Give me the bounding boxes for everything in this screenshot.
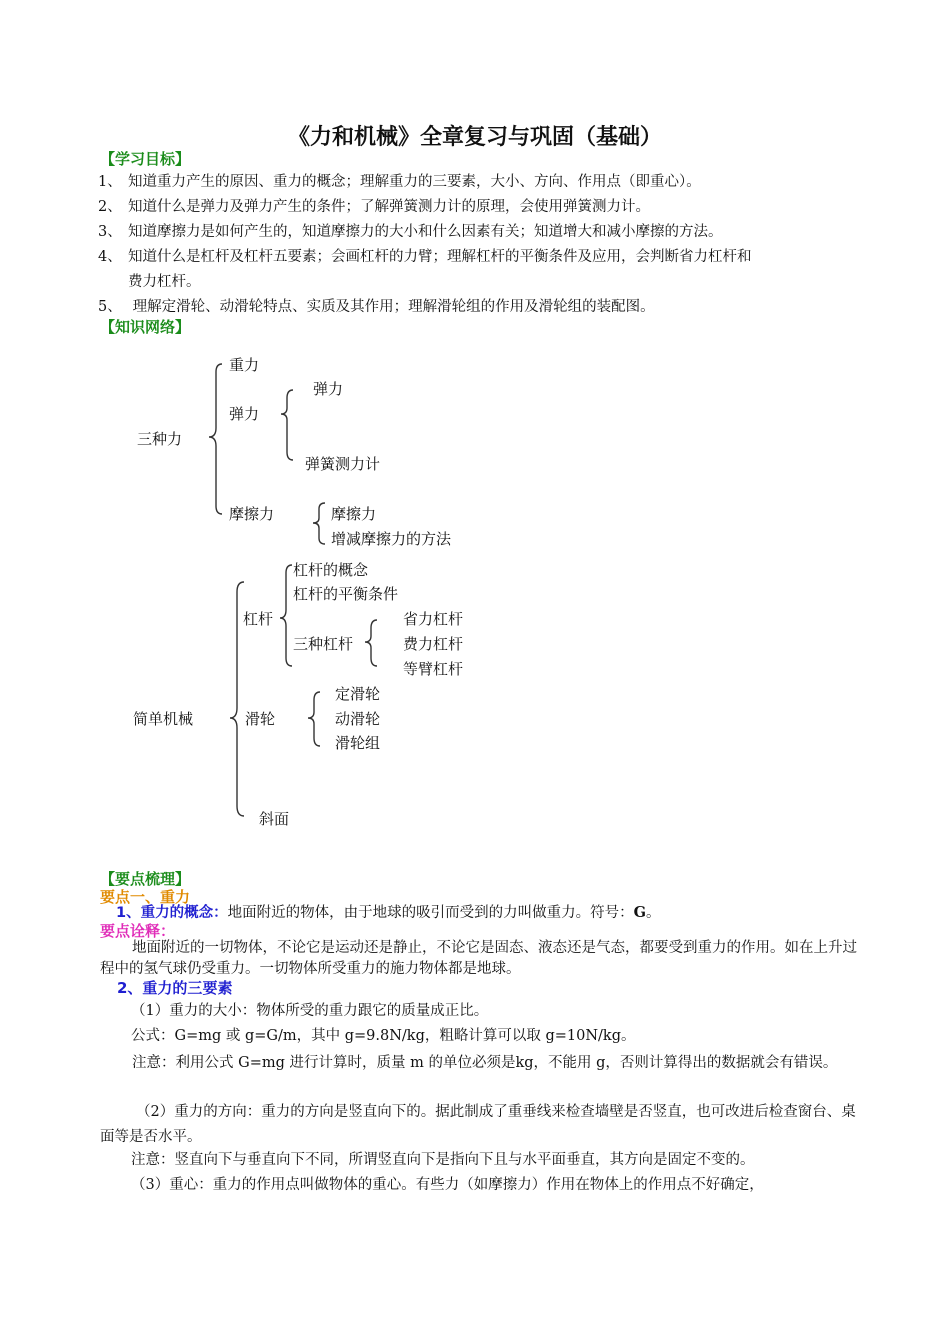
brace-simple-machines	[230, 582, 244, 816]
goal-text: 知道什么是杠杆及杠杆五要素；会画杠杆的力臂；理解杠杆的平衡条件及应用，会判断省力杠杆和	[128, 249, 752, 265]
node-simple-machines: 简单机械	[133, 710, 194, 728]
goal-number: 2、	[98, 199, 122, 215]
goal-number: 4、	[98, 249, 122, 265]
goal-line	[98, 270, 201, 291]
brace-three-levers	[365, 620, 377, 666]
page-title: 《力和机械》全章复习与巩固（基础）	[287, 125, 662, 150]
brace-lever	[280, 565, 292, 666]
section-keypoints-heading: 【要点梳理】	[100, 870, 191, 888]
node-friction-force: 摩擦力	[331, 505, 377, 523]
gravity-formula: 公式：G=mg 或 g=G/m，其中 g=9.8N/kg，粗略计算可以取 g=10N/kg。	[131, 1028, 636, 1044]
goal-line	[98, 170, 701, 191]
node-lever-equal: 等臂杠杆	[403, 660, 464, 678]
node-elastic: 弹力	[229, 405, 260, 423]
node-three-forces: 三种力	[137, 430, 183, 448]
goal-text: 知道什么是弹力及弹力产生的条件；了解弹簧测力计的原理，会使用弹簧测力计。	[128, 199, 650, 215]
node-pulley-block: 滑轮组	[335, 734, 381, 752]
goal-line	[98, 195, 650, 216]
node-gravity: 重力	[229, 356, 260, 374]
node-incline: 斜面	[259, 810, 290, 828]
gravity-note-1: 注意：利用公式 G=mg 进行计算时，质量 m 的单位必须是kg，不能用 g，否则计算得出的数据就会有错误。	[132, 1055, 838, 1071]
goal-line	[98, 295, 655, 316]
brace-friction	[313, 503, 325, 544]
gravity-size: （1）重力的大小：物体所受的重力跟它的质量成正比。	[131, 1003, 489, 1019]
goal-number: 1、	[98, 174, 122, 190]
gravity-concept-end: 。	[645, 905, 661, 921]
explain-label: 要点诠释：	[100, 922, 176, 940]
goal-text: 知道摩擦力是如何产生的，知道摩擦力的大小和什么因素有关；知道增大和减小摩擦的方法。	[128, 224, 723, 240]
node-friction: 摩擦力	[229, 505, 275, 523]
gravity-concept-label: 1、重力的概念：	[116, 905, 228, 921]
node-spring-scale: 弹簧测力计	[305, 455, 381, 473]
gravity-three-elements-heading: 2、重力的三要素	[117, 979, 233, 997]
section-goals-heading: 【学习目标】	[100, 150, 191, 168]
brace-pulley	[308, 692, 320, 746]
gravity-note-2: 注意：竖直向下与垂直向下不同，所谓竖直向下是指向下且与水平面垂直，其方向是固定不变的。	[131, 1152, 755, 1168]
brace-three-forces	[209, 364, 222, 514]
gravity-direction: （2）重力的方向：重力的方向是竖直向下的。据此制成了重垂线来检查墙壁是否竖直，也可改进后检查窗台、桌面等是否水平。	[100, 1104, 856, 1145]
goal-number: 5、	[98, 299, 122, 315]
gravity-concept-text: 地面附近的物体，由于地球的吸引而受到的力叫做重力。符号：	[227, 905, 634, 921]
node-elastic-force: 弹力	[313, 380, 344, 398]
knowledge-network-diagram	[0, 340, 950, 860]
goal-line	[98, 245, 752, 266]
goal-text: 费力杠杆。	[128, 274, 201, 290]
goal-text: 知道重力产生的原因、重力的概念；理解重力的三要素，大小、方向、作用点（即重心）。	[128, 174, 701, 190]
node-fixed-pulley: 定滑轮	[335, 685, 381, 703]
section-network-heading: 【知识网络】	[100, 318, 191, 336]
node-lever-concept: 杠杆的概念	[293, 561, 369, 579]
gravity-concept	[100, 902, 860, 924]
gravity-center: （3）重心：重力的作用点叫做物体的重心。有些力（如摩擦力）作用在物体上的作用点不好确定，	[131, 1177, 764, 1193]
node-movable-pulley: 动滑轮	[335, 710, 381, 728]
keypoint-1-title: 要点一、重力	[100, 888, 191, 906]
node-lever-save: 省力杠杆	[403, 610, 464, 628]
goal-number: 3、	[98, 224, 122, 240]
node-pulley: 滑轮	[245, 710, 276, 728]
gravity-symbol: G	[633, 904, 646, 921]
goal-text: 理解定滑轮、动滑轮特点、实质及其作用；理解滑轮组的作用及滑轮组的装配图。	[128, 299, 655, 315]
brace-elastic	[281, 390, 293, 460]
node-lever-balance: 杠杆的平衡条件	[293, 585, 399, 603]
goal-line	[98, 220, 723, 241]
explain-text: 地面附近的一切物体，不论它是运动还是静止，不论它是固态、液态还是气态，都要受到重力的作用。如在上升过程中的氢气球仍受重力。一切物体所受重力的施力物体都是地球。	[100, 940, 857, 977]
node-lever: 杠杆	[243, 610, 274, 628]
node-three-levers: 三种杠杆	[293, 635, 354, 653]
node-lever-cost: 费力杠杆	[403, 635, 464, 653]
node-friction-methods: 增减摩擦力的方法	[331, 530, 452, 548]
